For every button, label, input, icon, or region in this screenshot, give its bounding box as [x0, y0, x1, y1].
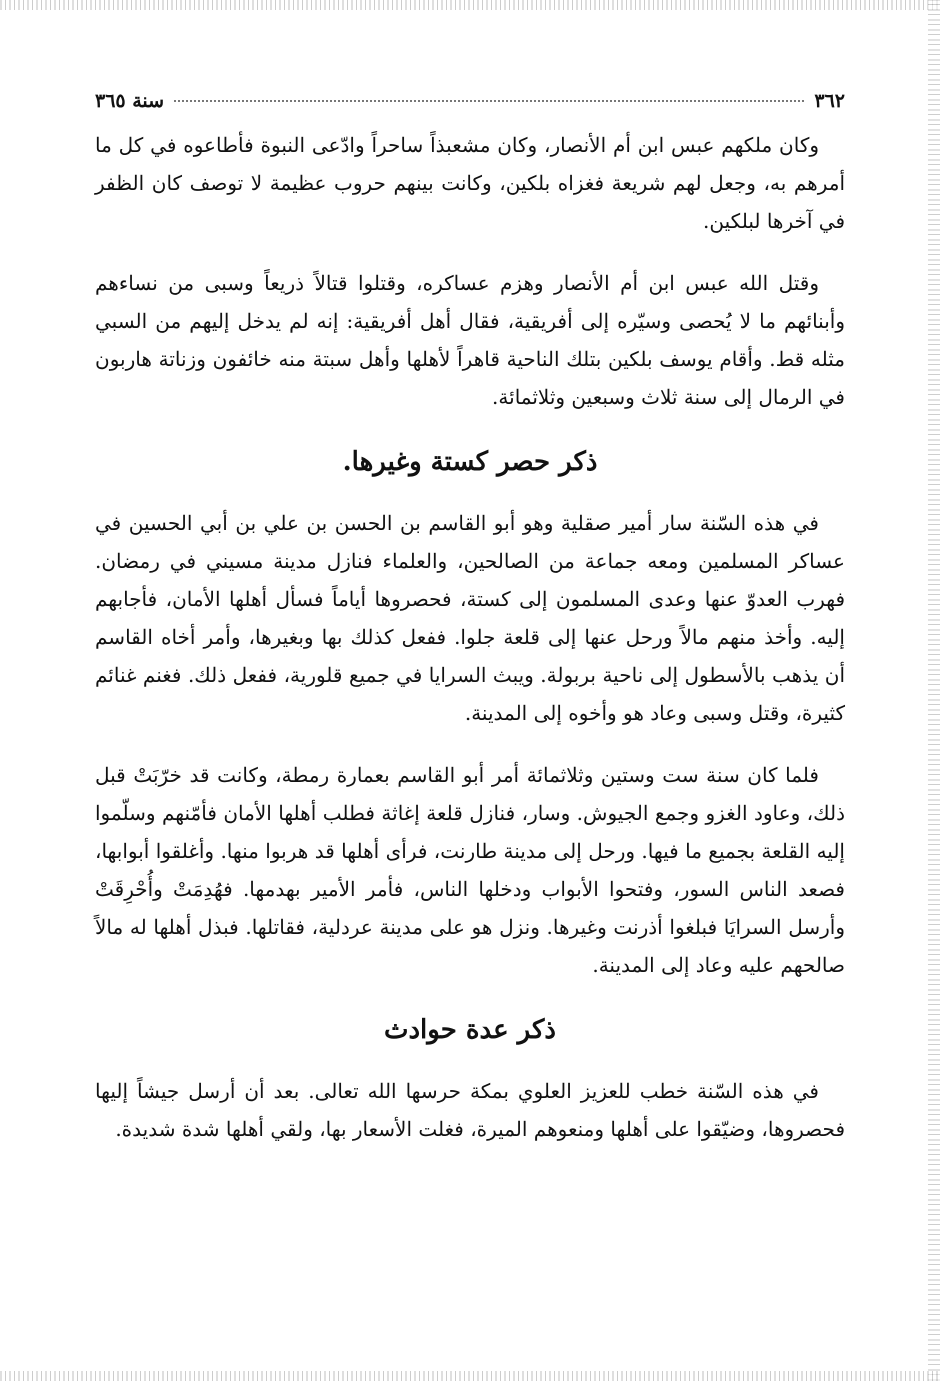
paragraph: وقتل الله عبس ابن أم الأنصار وهزم عساكره، وقتلوا قتالاً ذريعاً وسبى من نساءهم وأبنائهم ما لا يُحصى وسيّره إلى أفريقية، فقال أهل أفريقية: إنه لم يدخل إليهم من السبي مثله قط. وأقام يوسف بلكين بتلك الناحية قاهراً لأهلها وأهل سبتة منه خائفون وزناتة هاربون في الرمال إلى سنة ثلاث وسبعين وثلاثمائة. [95, 271, 845, 409]
year-label: سنة ٣٦٥ [95, 90, 165, 112]
section-siege-of-kasta [95, 440, 845, 984]
paragraph: في هذه السّنة سار أمير صقلية وهو أبو القاسم بن الحسن بن علي بن أبي الحسين في عساكر المسلمين ومعه جماعة من الصالحين، والعلماء فنازل مدينة مسيني في رمضان. فهرب العدوّ عنها وعدى المسلمون إلى كستة، فحصروها أياماً فسأل أهلها الأمان، فأجابهم إليه. وأخذ منهم مالاً ورحل عنها إلى قلعة جلوا. ففعل كذلك بها وبغيرها، وأمر أخاه القاسم أن يذهب بالأسطول إلى ناحية بربولة. ويبث السرايا في جميع قلورية، ففعل ذلك. فغنم غنائم كثيرة، وقتل وسبى وعاد هو وأخوه إلى المدينة. [95, 511, 845, 725]
running-header [95, 90, 845, 126]
scan-edge-right [928, 0, 940, 1381]
scan-edge-top [0, 0, 940, 10]
section-heading: ذكر عدة حوادث [384, 1015, 556, 1045]
section-intro [95, 126, 845, 416]
scan-edge-bottom [0, 1371, 940, 1381]
paragraph: في هذه السّنة خطب للعزيز العلوي بمكة حرسها الله تعالى. بعد أن أرسل جيشاً إليها فحصروها، وضيّقوا على أهلها ومنعوهم الميرة، فغلت الأسعار بها، ولقي أهلها شدة شديدة. [95, 1079, 845, 1141]
section-several-events [95, 1008, 845, 1148]
page-number: ٣٦٢ [814, 90, 845, 112]
header-dotted-leader [174, 100, 804, 102]
book-page [95, 90, 845, 1172]
section-heading: ذكر حصر كستة وغيرها. [342, 447, 598, 477]
paragraph: فلما كان سنة ست وستين وثلاثمائة أمر أبو القاسم بعمارة رمطة، وكانت قد خرّبَتْ قبل ذلك، وعاود الغزو وجمع الجيوش. وسار، فنازل قلعة إغاثة فطلب أهلها الأمان فأمّنهم وسلّموا إليه القلعة بجميع ما فيها. ورحل إلى مدينة طارنت، فرأى أهلها قد هربوا منها. وأغلقوا أبوابها، فصعد الناس السور، وفتحوا الأبواب ودخلها الناس، فأمر الأمير بهدمها. فهُدِمَتْ وأُحْرِقَتْ وأرسل السرايَا فبلغوا أذرنت وغيرها. ونزل هو على مدينة عردلية، فقاتلها. فبذل أهلها له مالاً صالحهم عليه وعاد إلى المدينة. [95, 763, 845, 977]
paragraph: وكان ملكهم عبس ابن أم الأنصار، وكان مشعبذاً ساحراً وادّعى النبوة فأطاعوه في كل ما أمرهم به، وجعل لهم شريعة فغزاه بلكين، وكانت بينهم حروب عظيمة لا توصف كان الظفر في آخرها لبلكين. [95, 133, 845, 233]
